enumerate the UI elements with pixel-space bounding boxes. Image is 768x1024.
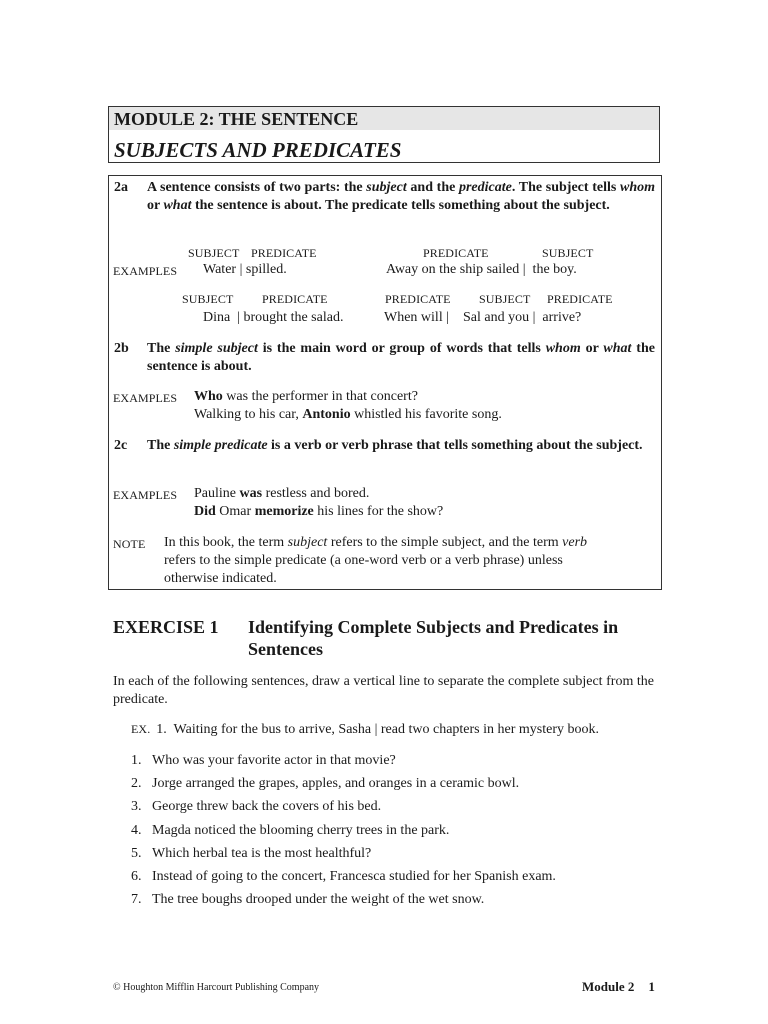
item-number: 2.: [131, 776, 142, 791]
tag-subject: SUBJECT: [182, 292, 234, 306]
list-item: [131, 775, 519, 793]
example-text-part: Pauline: [194, 486, 240, 501]
term-whom: whom: [619, 180, 655, 195]
rule-2b-text-part: or: [580, 341, 604, 356]
module-title: MODULE 2: THE SENTENCE: [109, 107, 659, 130]
rule-2a-label: 2a: [114, 180, 128, 195]
term-subject: subject: [366, 180, 407, 195]
tag-predicate: PREDICATE: [547, 292, 613, 306]
item-sentence: Instead of going to the concert, Francesca studied for her Spanish exam.: [152, 869, 556, 884]
section-title: SUBJECTS AND PREDICATES: [114, 138, 402, 162]
list-item: [131, 822, 449, 840]
exercise-example: [131, 721, 599, 739]
rule-2b-text: [147, 340, 655, 375]
examples-label: EXAMPLES: [113, 264, 178, 278]
footer-copyright: © Houghton Mifflin Harcourt Publishing Company: [113, 982, 320, 993]
list-item: [131, 752, 396, 770]
item-sentence: George threw back the covers of his bed.: [152, 799, 382, 814]
rule-2c-text-part: The: [147, 438, 174, 453]
tag-predicate: PREDICATE: [262, 292, 328, 306]
exercise-instructions: In each of the following sentences, draw a vertical line to separate the complete subject from the predicate.: [113, 674, 654, 707]
footer-page-info: [582, 980, 655, 994]
term-what: what: [603, 341, 632, 356]
item-number: 3.: [131, 799, 142, 814]
simple-subject-highlight: Antonio: [302, 407, 351, 422]
term-subject: subject: [287, 535, 328, 550]
example-text-part: Omar: [215, 504, 255, 519]
rule-2b-label: 2b: [114, 341, 129, 356]
tag-subject: SUBJECT: [479, 292, 531, 306]
rule-2a-text-part: . The subject tells: [511, 180, 620, 195]
rule-2c-label: 2c: [114, 438, 128, 453]
item-number: 6.: [131, 869, 142, 884]
tag-predicate: PREDICATE: [251, 246, 317, 260]
rule-2c-text: [147, 437, 655, 455]
module-header-box: [108, 106, 660, 163]
simple-subject-highlight: Who: [194, 389, 223, 404]
item-number: 4.: [131, 823, 142, 838]
tag-predicate: PREDICATE: [385, 292, 451, 306]
example-text-part: his lines for the show?: [313, 504, 444, 519]
item-number: 7.: [131, 892, 142, 907]
example-text-part: restless and bored.: [262, 486, 370, 501]
simple-predicate-highlight: Did: [194, 504, 216, 519]
item-number: 1.: [131, 753, 142, 768]
term-verb: verb: [562, 535, 588, 550]
rule-2a-text-part: or: [147, 197, 164, 213]
example-sentence: Water | spilled.: [203, 262, 287, 277]
term-simple-predicate: simple predicate: [173, 438, 268, 453]
item-sentence: Which herbal tea is the most healthful?: [152, 846, 372, 861]
rule-2a-text-part: the sentence is about. The predicate tells something about the subject.: [191, 197, 610, 213]
example-sentence: [194, 388, 418, 406]
term-whom: whom: [545, 341, 581, 356]
example-sentence: [194, 485, 369, 503]
example-label: EX.: [131, 722, 151, 736]
example-text-part: whistled his favorite song.: [350, 407, 502, 422]
tag-subject: SUBJECT: [542, 246, 594, 260]
example-sentence: Dina | brought the salad.: [203, 310, 344, 325]
item-sentence: Who was your favorite actor in that movie?: [152, 753, 396, 768]
note-label: NOTE: [113, 537, 146, 551]
list-item: [131, 845, 371, 863]
example-sentence: Away on the ship sailed | the boy.: [386, 262, 577, 277]
exercise-number: EXERCISE 1: [113, 617, 219, 637]
tag-subject: SUBJECT: [188, 246, 240, 260]
example-text-part: Walking to his car,: [194, 407, 303, 422]
rules-box: [108, 175, 662, 590]
example-sentence: [194, 503, 443, 521]
example-sentence: 1. Waiting for the bus to arrive, Sasha | read two chapters in her mystery book.: [156, 722, 599, 737]
term-what: what: [163, 197, 192, 213]
list-item: [131, 868, 556, 886]
simple-predicate-highlight: memorize: [254, 504, 314, 519]
item-sentence: Magda noticed the blooming cherry trees in the park.: [152, 823, 450, 838]
item-sentence: Jorge arranged the grapes, apples, and oranges in a ceramic bowl.: [152, 776, 520, 791]
note-text-part: In this book, the term: [164, 535, 288, 550]
page-number: 1: [648, 979, 655, 994]
tag-predicate: PREDICATE: [423, 246, 489, 260]
term-predicate: predicate: [458, 180, 512, 195]
rule-2b-text-part: the sentence is about.: [147, 341, 655, 374]
list-item: [131, 798, 381, 816]
example-sentence: [194, 406, 502, 424]
example-sentence: When will | Sal and you | arrive?: [384, 310, 582, 325]
examples-label: EXAMPLES: [113, 488, 178, 502]
simple-predicate-highlight: was: [239, 486, 263, 501]
footer-module: Module 2: [582, 979, 635, 994]
note-text-part: refers to the simple predicate (a one-word verb or a verb phrase) unless otherwise indicated.: [164, 553, 563, 586]
rule-2a-text-part: A sentence consists of two parts: the: [147, 180, 367, 195]
note-text: [164, 534, 604, 588]
exercise-title: Identifying Complete Subjects and Predicates in Sentences: [248, 617, 619, 659]
examples-label: EXAMPLES: [113, 391, 178, 405]
rule-2a-text: [147, 179, 655, 214]
rule-2b-text-part: is the main word or group of words that tells: [257, 341, 546, 356]
example-text-part: was the performer in that concert?: [222, 389, 418, 404]
item-sentence: The tree boughs drooped under the weight of the wet snow.: [152, 892, 485, 907]
rule-2c-text-part: is a verb or verb phrase that tells something about the subject.: [267, 438, 643, 453]
rule-2b-text-part: The: [147, 341, 176, 356]
term-simple-subject: simple subject: [175, 341, 258, 356]
item-number: 5.: [131, 846, 142, 861]
list-item: [131, 891, 484, 909]
note-text-part: refers to the simple subject, and the term: [327, 535, 563, 550]
rule-2a-text-part: and the: [406, 180, 459, 195]
